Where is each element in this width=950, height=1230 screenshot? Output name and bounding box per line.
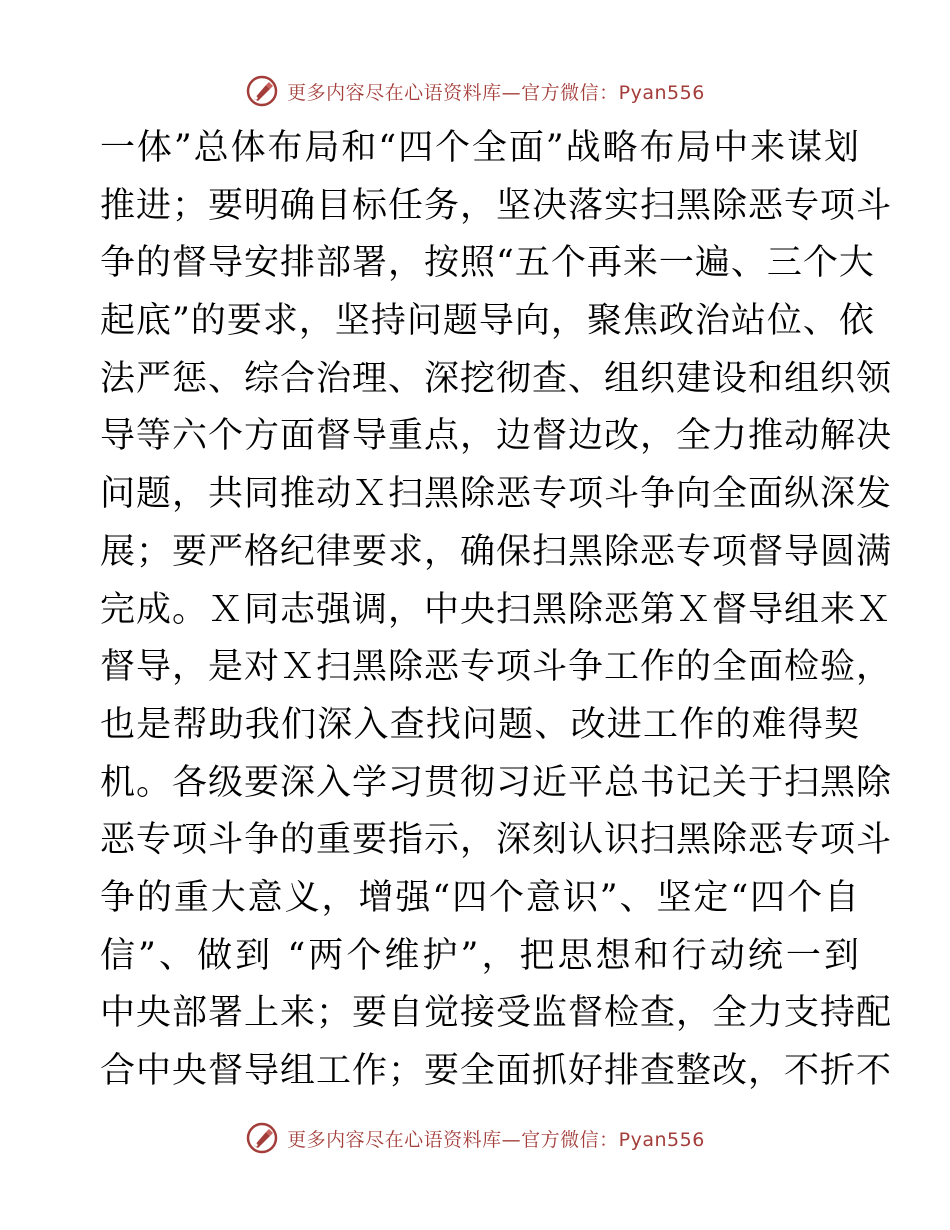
text-line: 也是帮助我们深入查找问题、改进工作的难得契 [100, 704, 860, 745]
text-line: 问题，共同推动Ｘ扫黑除恶专项斗争向全面纵深发 [100, 474, 893, 515]
header-watermark [0, 74, 950, 108]
text-line: 展；要严格纪律要求，确保扫黑除恶专项督导圆满 [100, 531, 893, 572]
text-line: 法严惩、综合治理、深挖彻查、组织建设和组织领 [100, 358, 893, 399]
text-line: 信”、做到 “两个维护”，把思想和行动统一到 [100, 935, 860, 976]
pen-nib-icon [245, 1121, 279, 1155]
text-line: 导等六个方面督导重点，边督边改，全力推动解决 [100, 416, 893, 457]
pen-nib-icon [245, 74, 279, 108]
text-line: 推进；要明确目标任务，坚决落实扫黑除恶专项斗 [100, 185, 893, 226]
text-line: 中央部署上来；要自觉接受监督检查，全力支持配 [100, 993, 893, 1034]
text-line: 恶专项斗争的重要指示，深刻认识扫黑除恶专项斗 [100, 820, 893, 861]
text-line: 督导，是对Ｘ扫黑除恶专项斗争工作的全面检验， [100, 647, 893, 688]
document-body [100, 120, 893, 1101]
text-line: 合中央督导组工作；要全面抓好排查整改，不折不 [100, 1051, 893, 1091]
text-line: 争的督导安排部署，按照“五个再来一遍、三个大 [100, 243, 875, 284]
text-line: 完成。Ｘ同志强调，中央扫黑除恶第Ｘ督导组来Ｘ [100, 589, 893, 630]
watermark-text: 更多内容尽在心语资料库—官方微信：Pyan556 [287, 81, 705, 104]
text-line: 一体”总体布局和“四个全面”战略布局中来谋划 [100, 128, 860, 168]
text-line: 争的重大意义，增强“四个意识”、坚定“四个自 [100, 877, 860, 918]
watermark-text: 更多内容尽在心语资料库—官方微信：Pyan556 [287, 1128, 705, 1151]
text-line: 起底”的要求，坚持问题导向，聚焦政治站位、依 [100, 301, 875, 342]
footer-watermark [0, 1121, 950, 1155]
text-line: 机。各级要深入学习贯彻习近平总书记关于扫黑除 [100, 762, 893, 803]
